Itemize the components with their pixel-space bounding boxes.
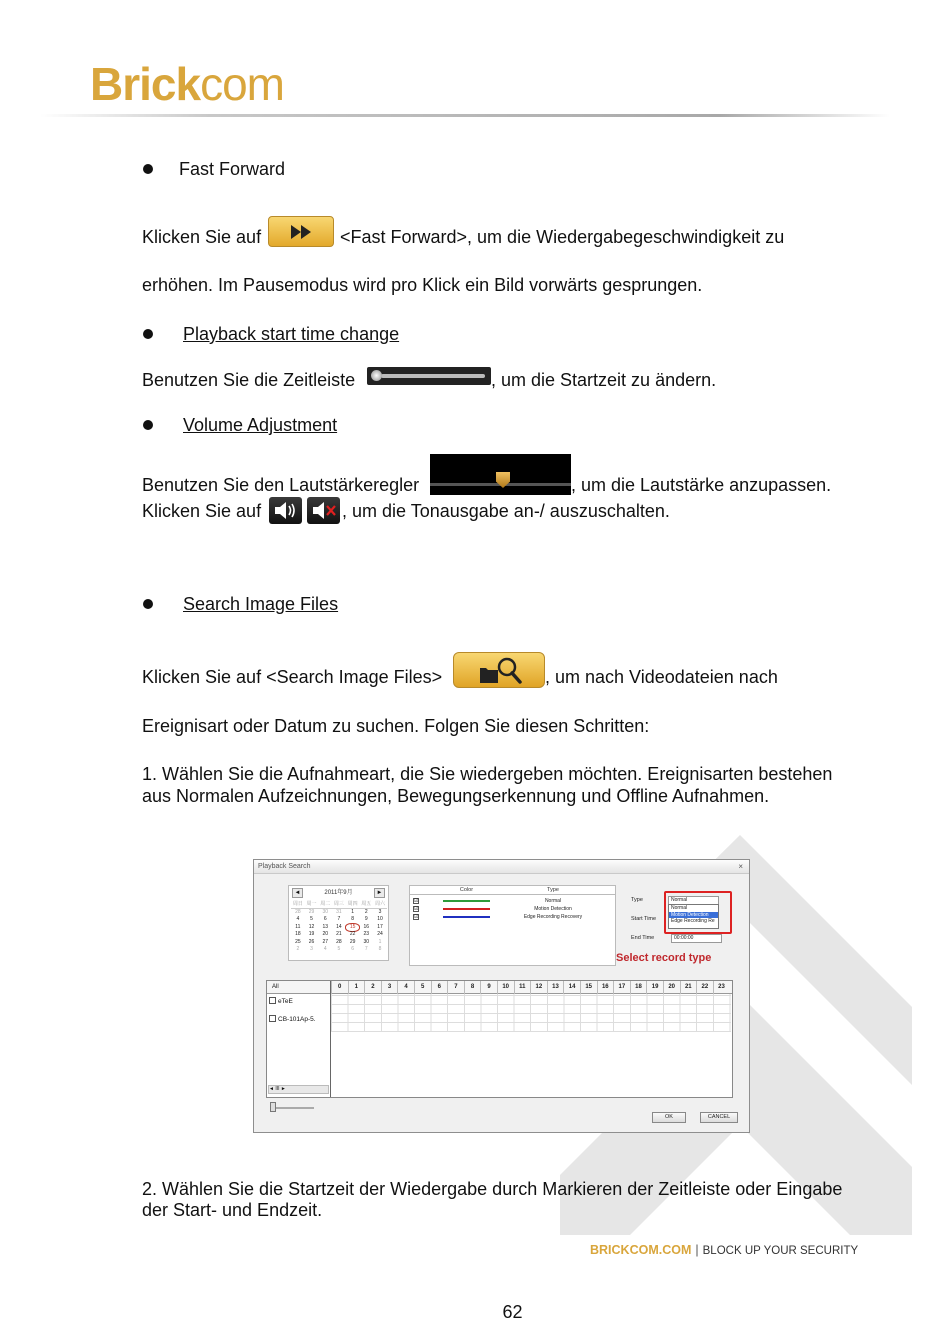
section-title-playback: Playback start time change — [183, 324, 400, 344]
volume-text: Benutzen Sie den Lautstärkeregler — [142, 475, 420, 495]
calendar-day[interactable]: 3 — [378, 908, 382, 915]
step1-line2: aus Normalen Aufzeichnungen, Bewegungserkennung und Offline Aufnahmen. — [142, 786, 770, 806]
hour-label: 11 — [514, 981, 530, 994]
record-color-swatch — [443, 916, 490, 918]
hour-label: 16 — [597, 981, 613, 994]
calendar-day[interactable]: 11 — [295, 923, 301, 930]
calendar — [288, 885, 389, 961]
record-type-label: Normal — [544, 898, 562, 904]
search-text: Klicken Sie auf <Search Image Files> — [142, 667, 443, 687]
camera-name: CB-101Ap-5. — [278, 1016, 316, 1023]
record-type-checkbox[interactable]: ☑ — [414, 914, 419, 920]
type-option[interactable]: Normal — [671, 905, 688, 911]
search-text-cont: , um nach Videodateien nach — [545, 667, 778, 687]
mute-text: Klicken Sie auf — [142, 501, 262, 521]
calendar-day[interactable]: 23 — [363, 931, 370, 937]
calendar-day[interactable]: 3 — [310, 946, 313, 952]
ff-text-cont: <Fast Forward>, um die Wiedergabegeschwindigkeit zu — [340, 227, 785, 247]
step1-line1: 1. Wählen Sie die Aufnahmeart, die Sie wiedergeben möchten. Ereignisarten bestehen — [142, 764, 833, 784]
hour-label: 19 — [646, 981, 662, 994]
record-type-row[interactable] — [410, 913, 615, 921]
bullet — [143, 329, 153, 339]
color-table-header — [410, 886, 615, 895]
calendar-day[interactable]: 10 — [377, 916, 383, 922]
select-record-type-annotation: Select record type — [616, 952, 712, 964]
search-image-files-button[interactable] — [453, 652, 545, 688]
record-color-swatch — [443, 908, 490, 910]
brickcom-logo: Brickcom — [90, 58, 284, 110]
speaker-mute-icon — [311, 501, 337, 520]
calendar-day[interactable]: 17 — [377, 923, 383, 930]
footer-site: BRICKCOM.COM — [590, 1243, 692, 1257]
hour-label: 22 — [696, 981, 712, 994]
volume-slider[interactable] — [430, 454, 571, 495]
calendar-day[interactable]: 12 — [308, 923, 315, 930]
hour-label: 4 — [397, 981, 413, 994]
hour-label: 12 — [530, 981, 546, 994]
hour-label: 15 — [580, 981, 596, 994]
calendar-day[interactable]: 6 — [351, 946, 354, 952]
calendar-day[interactable]: 9 — [364, 916, 368, 922]
weekday-label: 周二 — [320, 901, 331, 907]
ff-text-line2: erhöhen. Im Pausemodus wird pro Klick ein Bild vorwärts gesprungen. — [142, 275, 703, 295]
calendar-day[interactable]: 4 — [323, 946, 327, 952]
hour-label: 17 — [613, 981, 629, 994]
calendar-day[interactable]: 27 — [322, 938, 328, 945]
record-type-checkbox[interactable]: ☑ — [414, 906, 419, 912]
calendar-day[interactable]: 6 — [323, 916, 327, 922]
calendar-day[interactable]: 26 — [308, 938, 315, 945]
hour-label: 9 — [480, 981, 496, 994]
timeline-knob-icon[interactable] — [371, 370, 382, 381]
calendar-day[interactable]: 4 — [296, 916, 300, 922]
calendar-day[interactable]: 7 — [337, 916, 341, 922]
calendar-day[interactable]: 13 — [322, 923, 328, 930]
weekday-label: 周五 — [361, 901, 372, 907]
hour-label: 8 — [464, 981, 480, 994]
speaker-on-icon — [273, 501, 299, 520]
record-type-label: Motion Detection — [534, 906, 572, 912]
record-color-table — [409, 885, 616, 966]
record-type-row[interactable] — [410, 905, 615, 913]
weekday-label: 周三 — [333, 901, 344, 907]
col-color: Color — [459, 887, 474, 893]
calendar-day[interactable]: 31 — [336, 908, 342, 915]
step2-line1: 2. Wählen Sie die Startzeit der Wiedergabe durch Markieren der Zeitleiste oder Eingabe — [142, 1179, 843, 1199]
footer-separator: | — [695, 1243, 699, 1257]
camera-checkbox[interactable] — [269, 1015, 276, 1022]
playback-text-cont: , um die Startzeit zu ändern. — [491, 370, 717, 390]
all-label: All — [272, 984, 279, 990]
record-type-row[interactable] — [410, 897, 615, 905]
page-number: 62 — [502, 1302, 523, 1322]
type-option[interactable]: Edge Recording Re — [671, 918, 715, 925]
camera-checkbox[interactable] — [269, 997, 276, 1004]
playback-search-screenshot — [253, 859, 750, 1133]
timeline-grid — [266, 980, 733, 1098]
calendar-day[interactable]: 22 — [349, 931, 356, 937]
calendar-day[interactable]: 2 — [364, 908, 368, 915]
hour-label: 5 — [414, 981, 430, 994]
bullet — [143, 420, 153, 430]
calendar-day[interactable]: 30 — [322, 908, 328, 915]
calendar-day[interactable]: 25 — [295, 938, 301, 945]
header-divider — [40, 114, 890, 117]
calendar-day[interactable]: 7 — [364, 946, 368, 952]
timeline-cells[interactable] — [331, 994, 731, 1032]
calendar-day[interactable]: 5 — [310, 916, 313, 922]
timeline-slider[interactable] — [367, 367, 491, 385]
end-time-label: End Time — [631, 935, 655, 941]
section-title-volume: Volume Adjustment — [183, 415, 338, 435]
calendar-day[interactable]: 28 — [336, 938, 342, 945]
fast-forward-icon — [291, 225, 313, 239]
close-icon[interactable]: × — [738, 862, 743, 871]
hour-label: 13 — [547, 981, 563, 994]
speaker-on-button[interactable] — [269, 497, 302, 524]
section-title-fast-forward: Fast Forward — [179, 159, 286, 179]
ok-button[interactable]: OK — [652, 1112, 686, 1123]
weekday-label: 周六 — [374, 901, 385, 907]
start-time-label: Start Time — [631, 916, 657, 922]
hour-label: 3 — [381, 981, 397, 994]
calendar-day[interactable]: 28 — [295, 908, 301, 915]
calendar-day[interactable]: 8 — [351, 916, 354, 922]
hour-label: 2 — [364, 981, 380, 994]
calendar-day[interactable]: 8 — [378, 946, 382, 952]
highlight-box — [664, 891, 732, 934]
calendar-day[interactable]: 15 — [346, 924, 360, 932]
calendar-day[interactable]: 29 — [308, 908, 315, 915]
zoom-slider-track[interactable] — [270, 1107, 314, 1109]
calendar-day[interactable]: 16 — [363, 923, 370, 930]
camera-row[interactable] — [269, 1015, 316, 1024]
search-text-line2: Ereignisart oder Datum zu suchen. Folgen Sie diesen Schritten: — [142, 716, 650, 736]
calendar-day[interactable]: 5 — [337, 946, 341, 952]
hour-label: 23 — [713, 981, 729, 994]
calendar-day[interactable]: 18 — [295, 931, 301, 937]
calendar-day[interactable]: 1 — [351, 908, 354, 915]
hour-label: 18 — [630, 981, 646, 994]
zoom-slider-knob[interactable] — [270, 1102, 276, 1112]
calendar-day[interactable]: 19 — [308, 931, 315, 937]
camera-row[interactable] — [269, 997, 293, 1006]
hour-label: 1 — [348, 981, 364, 994]
col-type: Type — [547, 887, 559, 893]
type-label: Type — [631, 897, 643, 903]
type-select[interactable]: Normal — [668, 896, 719, 905]
weekday-label: 周日 — [292, 901, 303, 907]
hour-label: 6 — [431, 981, 447, 994]
hour-label: 20 — [663, 981, 679, 994]
calendar-next-button[interactable]: ► — [374, 888, 385, 898]
calendar-grid — [291, 901, 387, 954]
weekday-label: 周四 — [347, 901, 358, 907]
bullet — [143, 164, 153, 174]
type-option[interactable]: Motion Detection — [669, 912, 718, 919]
horizontal-scrollbar[interactable]: ◄ III ► — [268, 1085, 329, 1094]
footer-brand — [590, 1242, 858, 1259]
calendar-day[interactable]: 21 — [336, 931, 342, 937]
hour-label: 10 — [497, 981, 513, 994]
step2-line2: der Start- und Endzeit. — [142, 1200, 323, 1220]
calendar-day[interactable]: 20 — [322, 931, 328, 937]
bullet — [143, 599, 153, 609]
calendar-day[interactable]: 30 — [363, 938, 370, 945]
calendar-month: 2011年9月 — [324, 890, 353, 896]
mute-text-cont: , um die Tonausgabe an-/ auszuschalten. — [342, 501, 670, 521]
fast-forward-button[interactable] — [268, 216, 334, 247]
calendar-day[interactable]: 24 — [377, 931, 383, 937]
cancel-button[interactable]: CANCEL — [700, 1112, 738, 1123]
hour-label: 0 — [331, 981, 347, 994]
section-title-search: Search Image Files — [183, 594, 339, 614]
volume-text-cont: , um die Lautstärke anzupassen. — [571, 475, 832, 495]
camera-name: eTeE — [278, 998, 293, 1005]
speaker-mute-button[interactable] — [307, 497, 340, 524]
calendar-day[interactable]: 14 — [336, 923, 342, 930]
end-time-field[interactable]: 00:00:00 — [671, 934, 722, 943]
record-type-label: Edge Recording Recovery — [523, 914, 583, 920]
hour-label: 21 — [680, 981, 696, 994]
timeline-grid-header — [267, 981, 732, 994]
weekday-label: 周一 — [306, 901, 317, 907]
ff-text: Klicken Sie auf — [142, 227, 262, 247]
folder-search-icon — [476, 656, 524, 686]
footer-slogan: BLOCK UP YOUR SECURITY — [702, 1245, 859, 1257]
calendar-day[interactable]: 1 — [378, 938, 382, 945]
record-color-swatch — [443, 900, 490, 902]
calendar-prev-button[interactable]: ◄ — [292, 888, 303, 898]
record-type-checkbox[interactable]: ☑ — [414, 898, 419, 904]
hour-label: 7 — [447, 981, 463, 994]
window-title: Playback Search — [254, 860, 749, 874]
playback-text: Benutzen Sie die Zeitleiste — [142, 370, 356, 390]
calendar-day[interactable]: 29 — [349, 938, 356, 945]
calendar-day[interactable]: 2 — [296, 946, 300, 952]
hour-label: 14 — [563, 981, 579, 994]
